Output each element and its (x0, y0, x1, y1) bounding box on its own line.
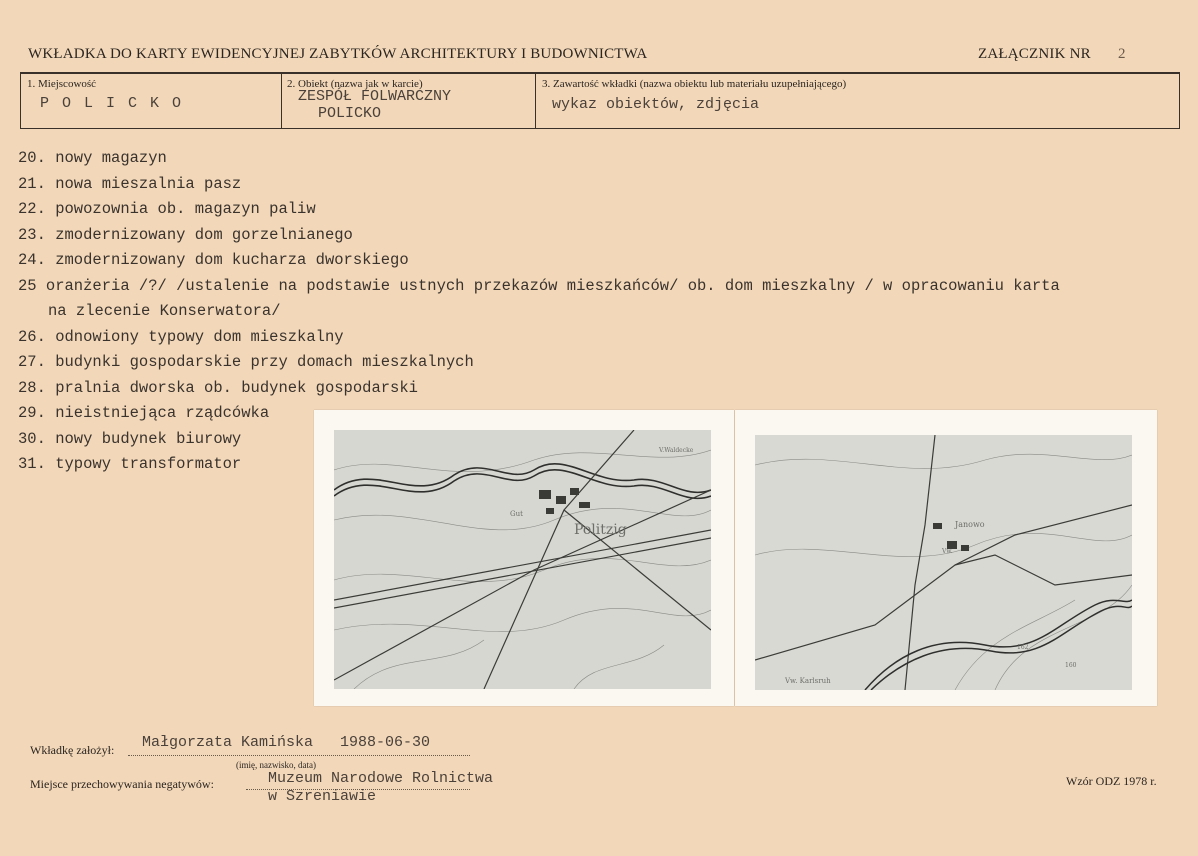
map-small-label: Vw. Karlsruh (785, 677, 831, 685)
list-item: 28. pralnia dworska ob. budynek gospodarski (18, 378, 418, 397)
negatives-label: Miejsce przechowywania negatywów: (30, 777, 214, 791)
list-item: 24. zmodernizowany dom kucharza dworskiego (18, 251, 409, 269)
created-by-label: Wkładkę założył: (30, 743, 115, 757)
map-small-label: 162 (1017, 644, 1029, 651)
created-by-hint: (imię, nazwisko, data) (236, 760, 316, 770)
map-town-label: Politzig (574, 522, 627, 538)
annex-label: ZAŁĄCZNIK NR (978, 46, 1091, 62)
photo-card-left (314, 410, 734, 706)
header-rule-bottom (20, 128, 1180, 129)
map-town-label: Janowo (955, 520, 985, 529)
map-small-label: Vw. (942, 548, 953, 555)
object-value-line1: ZESPÓŁ FOLWARCZNY (298, 88, 452, 105)
list-item: 30. nowy budynek biurowy (18, 429, 242, 448)
contents-value: wykaz obiektów, zdjęcia (552, 96, 760, 113)
map-small-label: V.Waldecke (659, 447, 694, 454)
map-small-label: Gut (510, 510, 523, 518)
list-item: 27. budynki gospodarskie przy domach mieszkalnych (18, 353, 474, 371)
field-divider (281, 74, 282, 128)
map-image-left (334, 430, 711, 689)
photo-card-right (735, 410, 1157, 706)
form-model: Wzór ODZ 1978 r. (1066, 774, 1157, 788)
field-divider (535, 74, 536, 128)
list-item: 29. nieistniejąca rządcówka (18, 404, 270, 422)
list-item: 25 oranżeria /?/ /ustalenie na podstawie ustnych przekazów mieszkańców/ ob. dom mieszkalny / w opracowaniu karta (18, 276, 1060, 295)
map-image-right (755, 435, 1132, 690)
list-item: 31. typowy transformator (18, 455, 242, 473)
created-by-line (128, 755, 470, 756)
contents-label: 3. Zawartość wkładki (nazwa obiektu lub materiału uzupełniającego) (542, 78, 847, 90)
negatives-value-line1: Muzeum Narodowe Rolnictwa (268, 770, 494, 787)
header-rule-top (20, 72, 1180, 74)
created-by-value: Małgorzata Kamińska 1988-06-30 (142, 734, 431, 751)
field-divider (1179, 74, 1180, 128)
list-item: 21. nowa mieszalnia pasz (18, 174, 242, 193)
field-divider (20, 74, 21, 128)
negatives-value-line2: w Szreniawie (268, 788, 377, 805)
map-photo-right (755, 435, 1132, 690)
list-item-continuation: na zlecenie Konserwatora/ (48, 302, 281, 320)
list-item: 23. zmodernizowany dom gorzelnianego (18, 225, 353, 244)
list-item: 26. odnowiony typowy dom mieszkalny (18, 327, 344, 346)
annex-number: 2 (1118, 46, 1126, 62)
locality-label: 1. Miejscowość (27, 78, 97, 90)
list-item: 20. nowy magazyn (18, 149, 167, 167)
form-title: WKŁADKA DO KARTY EWIDENCYJNEJ ZABYTKÓW ARCHITEKTURY I BUDOWNICTWA (28, 46, 648, 62)
list-item: 22. powozownia ob. magazyn paliw (18, 200, 316, 218)
object-label: 2. Obiekt (nazwa jak w karcie) (287, 78, 423, 90)
object-value-line2: POLICKO (318, 105, 382, 122)
locality-value: P O L I C K O (40, 95, 184, 112)
map-small-label: 160 (1065, 662, 1077, 669)
map-photo-left (334, 430, 711, 689)
